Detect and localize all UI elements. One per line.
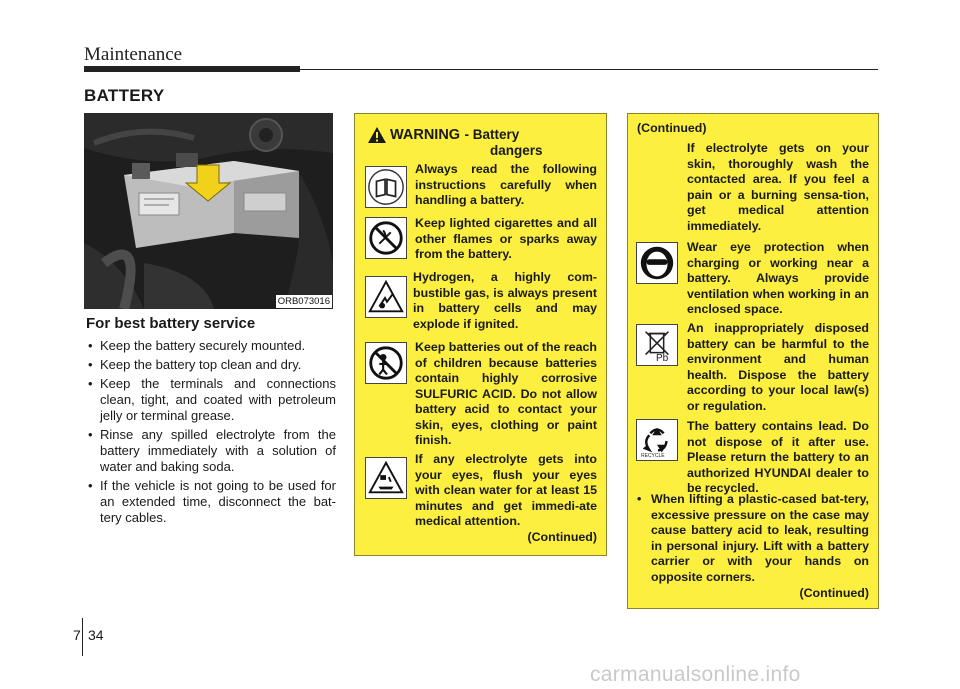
- page-number: 34: [88, 627, 104, 643]
- eye-protection-icon: [636, 242, 678, 284]
- warning-flames-text: Keep lighted cigarettes and all other flames or sparks away from the battery.: [415, 216, 597, 261]
- corrosive-acid-icon: [365, 457, 407, 499]
- lifting-text-body: When lifting a plastic-cased bat-tery, excessive pressure on the case may cause battery acid to leak, resulting in personal injury. Lift with a battery carrier or with your hands on opposite corners.: [651, 492, 869, 584]
- manual-book-icon: [365, 166, 407, 208]
- warning-children-text: Keep batteries out of the reach of children because batteries contain highly corrosive SULFURIC ACID. Do not allow battery acid to contact your skin, eyes, clothing or paint finish.: [415, 340, 597, 447]
- section-label: Maintenance: [84, 44, 183, 65]
- continued-warning-box: [627, 113, 879, 609]
- continued-top: (Continued): [637, 121, 707, 135]
- tips-heading: For best battery service: [86, 315, 256, 332]
- continued-bottom: (Continued): [799, 586, 869, 600]
- header-rule-thin: [300, 69, 878, 70]
- recycle-icon: [636, 419, 678, 461]
- warning-eyes-text: If any electrolyte gets into your eyes, flush your eyes with clean water for at least 15 minutes and get immedi-ate medical attention.: [415, 452, 597, 528]
- warning-box: [354, 113, 607, 556]
- warning-continued: (Continued): [527, 530, 597, 544]
- page-title: BATTERY: [84, 86, 165, 105]
- tips-list: [86, 338, 336, 529]
- explosion-icon: [365, 276, 407, 318]
- disposal-text: An inappropriately disposed battery can be harmful to the environment and human health. Dispose the battery according to your local law(s) or regulation.: [687, 321, 869, 413]
- list-item: • If the vehicle is not going to be used for an extended time, disconnect the bat-tery cables.: [86, 478, 336, 526]
- crossed-bin-icon: [636, 324, 678, 366]
- warning-triangle-icon: [368, 127, 386, 143]
- warning-title-a: - Battery: [464, 127, 520, 142]
- pb-label: Pb: [656, 353, 669, 364]
- engine-bay-illustration: [84, 113, 333, 309]
- keep-from-children-icon: [365, 342, 407, 384]
- page-number-rule: [82, 618, 83, 656]
- recycle-label: RECYCLE: [641, 453, 665, 459]
- chapter-number: 7: [73, 627, 81, 643]
- list-item: • Keep the battery top clean and dry.: [86, 357, 336, 373]
- warning-title-b: dangers: [490, 143, 543, 158]
- warning-read-text: Always read the following instructions carefully when handling a battery.: [415, 162, 597, 207]
- header-rule-thick: [84, 66, 300, 72]
- no-flames-icon: [365, 217, 407, 259]
- photo-code: ORB073016: [277, 296, 330, 307]
- lead-recycle-text: The battery contains lead. Do not dispose of it after use. Please return the battery to an authorized HYUNDAI dealer to be recycled.: [687, 419, 869, 495]
- battery-photo: [84, 113, 333, 309]
- eye-protection-text: Wear eye protection when charging or working near a battery. Always provide ventilation when working in an enclosed space.: [687, 240, 869, 316]
- skin-contact-text: If electrolyte gets on your skin, thoroughly wash the contacted area. If you feel a pain or a burning sensa-tion, get medical attention immediately.: [687, 141, 869, 233]
- warning-word: WARNING: [390, 127, 461, 143]
- list-item: • Keep the terminals and connections clean, tight, and coated with petroleum jelly or terminal grease.: [86, 376, 336, 424]
- bullet: •: [637, 492, 642, 506]
- warning-hydrogen-text: Hydrogen, a highly com-bustible gas, is always present in battery cells and may explode if ignited.: [413, 270, 597, 331]
- lifting-text: [637, 492, 869, 585]
- list-item: • Rinse any spilled electrolyte from the battery immediately with a solution of water and baking soda.: [86, 427, 336, 475]
- list-item: • Keep the battery securely mounted.: [86, 338, 336, 354]
- watermark: carmanualsonline.info: [590, 663, 801, 686]
